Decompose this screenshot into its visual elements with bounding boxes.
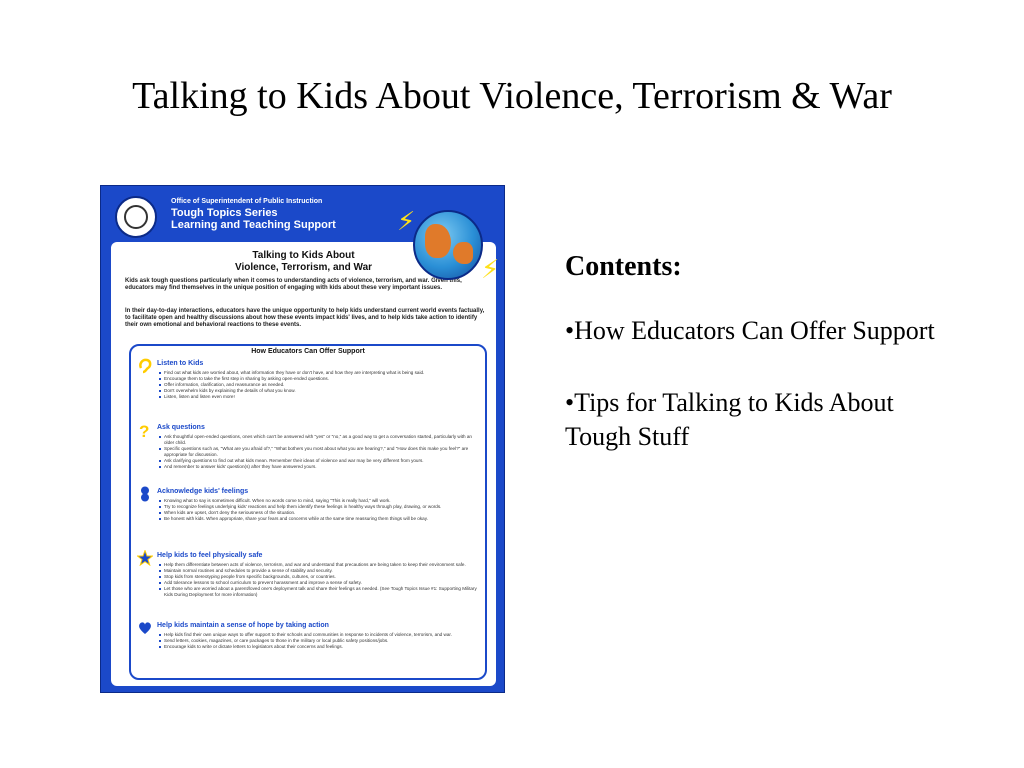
list-item: Add tolerance lessons to school curriculum to prevent harassment and improve a sense of safety. [159,580,481,586]
globe-icon [413,210,483,280]
svg-text:?: ? [139,422,150,438]
list-item: Knowing what to say is sometimes difficult. When no words come to mind, saying "This is really hard," will work. [159,498,481,504]
list-item: Find out what kids are worried about, what information they have or don't have, and how they are interpreting what is being said. [159,370,481,376]
list-item: Try to recognize feelings underlying kids' reactions and help them identify these feelings in healthy ways through play, drawing, or words. [159,504,481,510]
list-item: Be honest with kids. When appropriate, share your fears and concerns while at the same time reassuring them things will be okay. [159,516,481,522]
contents-panel [565,250,965,492]
lightning-bolt-icon: ⚡ [481,254,500,284]
section-bullets [159,434,481,470]
list-item: Send letters, cookies, magazines, or care packages to those in the military or local public safety positions/jobs. [159,638,481,644]
slide-title: Talking to Kids About Violence, Terrorism & War [132,75,892,117]
flyer-title-line1: Talking to Kids About [252,250,355,261]
heart-icon [137,620,153,636]
list-item: Offer information, clarification, and reassurance as needed. [159,382,481,388]
section-title: Listen to Kids [157,360,204,367]
faces-icon [137,486,153,502]
list-item: Let those who are worried about a parent/loved one's deployment talk and share their feelings as needed. (See Tough Topics Issue #1: Supporting Military Kids During Deployment for more information) [159,586,481,598]
list-item: Ask thoughtful open-ended questions, ones which can't be answered with "yes" or "no," as a good way to get a conversation started, particularly with an older child. [159,434,481,446]
list-item: Don't overwhelm kids by explaining the details of what you know. [159,388,481,394]
list-item: Maintain normal routines and schedules to provide a sense of stability and security. [159,568,481,574]
contents-heading: Contents: [565,251,682,282]
star-icon [137,550,153,566]
section-title: Ask questions [157,424,205,431]
lightning-bolt-icon: ⚡ [397,206,416,236]
list-item: Help them differentiate between acts of violence, terrorism, and war and understand that precautions are being taken to keep their environment safe. [159,562,481,568]
flyer-header-org: Office of Superintendent of Public Instruction [171,198,323,205]
section-bullets [159,632,481,650]
contents-item: •How Educators Can Offer Support [565,316,935,345]
globe-landmass [453,242,473,264]
section-title: Help kids maintain a sense of hope by taking action [157,622,329,629]
flyer-title-line2: Violence, Terrorism, and War [234,262,373,273]
list-item: Ask clarifying questions to find out what kids mean. Remember their ideas of violence and war may be very different from yours. [159,458,481,464]
section-bullets [159,562,481,598]
list-item: Stop kids from stereotyping people from specific backgrounds, cultures, or countries. [159,574,481,580]
state-seal-icon [115,196,157,238]
section-title: Help kids to feel physically safe [157,552,263,559]
section-bullets [159,498,481,522]
support-box [129,344,487,680]
flyer-image [100,185,505,693]
globe-landmass [425,224,451,258]
list-item: Encourage kids to write or dictate letters to legislators about their concerns and feelings. [159,644,481,650]
list-item: When kids are upset, don't deny the seriousness of the situation. [159,510,481,516]
list-item: And remember to answer kids' question(s) after they have answered yours. [159,464,481,470]
support-box-title: How Educators Can Offer Support [251,348,365,355]
list-item: Help kids find their own unique ways to offer support to their schools and communities in response to incidents of violence, terrorism, and war. [159,632,481,638]
ear-icon [137,358,153,374]
flyer-header-subtitle: Learning and Teaching Support [171,219,336,231]
flyer-header-series: Tough Topics Series [171,207,278,219]
question-mark-icon [137,422,153,438]
section-title: Acknowledge kids' feelings [157,488,249,495]
list-item: Listen, listen and listen even more! [159,394,481,400]
section-bullets [159,370,481,400]
flyer-intro-paragraph: Kids ask tough questions particularly when it comes to understanding acts of violence, terrorism, and war. Given this, educators may find themselves in the unique position of engaging with kids about these very important issues. [125,278,462,291]
flyer-intro-paragraph: In their day-to-day interactions, educators have the unique opportunity to help kids understand current world events factually, to facilitate open and healthy discussions about how these events impact kids' lives, and to help kids take action to identify their own emotional and behavioral reactions to these events. [125,308,485,328]
contents-item: •Tips for Talking to Kids About Tough Stuff [565,388,894,451]
list-item: Specific questions such as, "What are you afraid of?," "What bothers you most about what you are hearing?," and "How does this make you feel?" are appropriate for discussion. [159,446,481,458]
flyer-body [111,242,496,686]
list-item: Encourage them to take the first step in sharing by asking open-ended questions. [159,376,481,382]
